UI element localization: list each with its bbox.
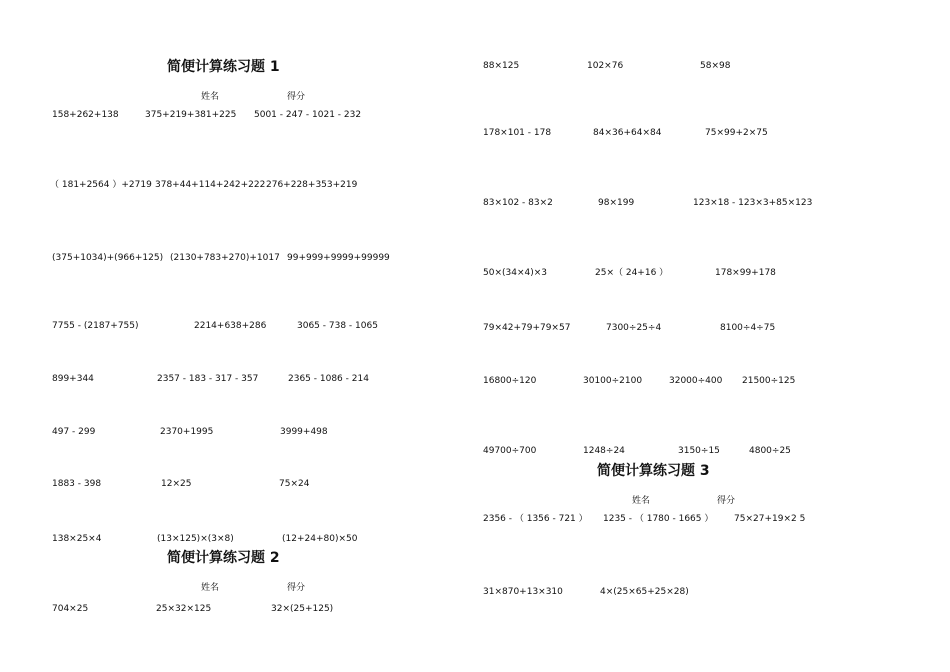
problem: 32000÷400 (669, 376, 723, 386)
problem: 102×76 (587, 61, 624, 71)
problem: 375+219+381+225 (145, 110, 237, 120)
problem: 899+344 (52, 374, 94, 384)
problem: 5001 - 247 - 1021 - 232 (254, 110, 362, 120)
problem: 2357 - 183 - 317 - 357 (157, 374, 259, 384)
problem: 2356 - （ 1356 - 721 ） (483, 514, 588, 524)
problem: 2370+1995 (160, 427, 214, 437)
problem: 123×18 - 123×3+85×123 (693, 198, 813, 208)
problem: 138×25×4 (52, 534, 102, 544)
problem: 3065 - 738 - 1065 (297, 321, 378, 331)
problem: 75×99+2×75 (705, 128, 768, 138)
problem: 49700÷700 (483, 446, 537, 456)
section3-name-label: 姓名 (632, 496, 651, 506)
problem: 178×99+178 (715, 268, 776, 278)
problem: 79×42+79+79×57 (483, 323, 571, 333)
problem: 30100÷2100 (583, 376, 643, 386)
problem: 98×199 (598, 198, 635, 208)
problem: 1883 - 398 (52, 479, 102, 489)
problem: 704×25 (52, 604, 89, 614)
problem: 83×102 - 83×2 (483, 198, 553, 208)
problem: 8100÷4÷75 (720, 323, 776, 333)
problem: 276+228+353+219 (266, 180, 358, 190)
problem: 88×125 (483, 61, 520, 71)
section2-name-label: 姓名 (201, 583, 220, 593)
problem: 1235 - （ 1780 - 1665 ） (603, 514, 714, 524)
problem: (13×125)×(3×8) (157, 534, 234, 544)
problem: 84×36+64×84 (593, 128, 662, 138)
problem: 4800÷25 (749, 446, 791, 456)
section1-title: 简便计算练习题 1 (167, 59, 280, 75)
problem: 32×(25+125) (271, 604, 334, 614)
problem: 99+999+9999+99999 (287, 253, 390, 263)
problem: 7300÷25÷4 (606, 323, 662, 333)
problem: (375+1034)+(966+125) (52, 253, 164, 263)
problem: 16800÷120 (483, 376, 537, 386)
problem: 3999+498 (280, 427, 328, 437)
problem: 3150÷15 (678, 446, 720, 456)
problem: 4×(25×65+25×28) (600, 587, 689, 597)
problem: 31×870+13×310 (483, 587, 563, 597)
problem: (12+24+80)×50 (282, 534, 358, 544)
section3-score-label: 得分 (717, 496, 736, 506)
problem: 21500÷125 (742, 376, 796, 386)
section3-title: 简便计算练习题 3 (597, 463, 710, 479)
problem: 2365 - 1086 - 214 (288, 374, 369, 384)
problem: 178×101 - 178 (483, 128, 552, 138)
problem: (2130+783+270)+1017 (170, 253, 280, 263)
problem: 75×27+19×2 5 (734, 514, 806, 524)
problem: 378+44+114+242+222 (155, 180, 266, 190)
problem: 25×32×125 (156, 604, 212, 614)
section2-title: 简便计算练习题 2 (167, 550, 280, 566)
problem: 75×24 (279, 479, 310, 489)
problem: （ 181+2564 ）+2719 (50, 180, 152, 190)
problem: 158+262+138 (52, 110, 119, 120)
problem: 7755 - (2187+755) (52, 321, 139, 331)
problem: 25×（ 24+16 ） (595, 268, 669, 278)
problem: 58×98 (700, 61, 731, 71)
problem: 1248÷24 (583, 446, 625, 456)
problem: 12×25 (161, 479, 192, 489)
section1-name-label: 姓名 (201, 92, 220, 102)
problem: 497 - 299 (52, 427, 96, 437)
problem: 2214+638+286 (194, 321, 267, 331)
problem: 50×(34×4)×3 (483, 268, 548, 278)
section2-score-label: 得分 (287, 583, 306, 593)
section1-score-label: 得分 (287, 92, 306, 102)
